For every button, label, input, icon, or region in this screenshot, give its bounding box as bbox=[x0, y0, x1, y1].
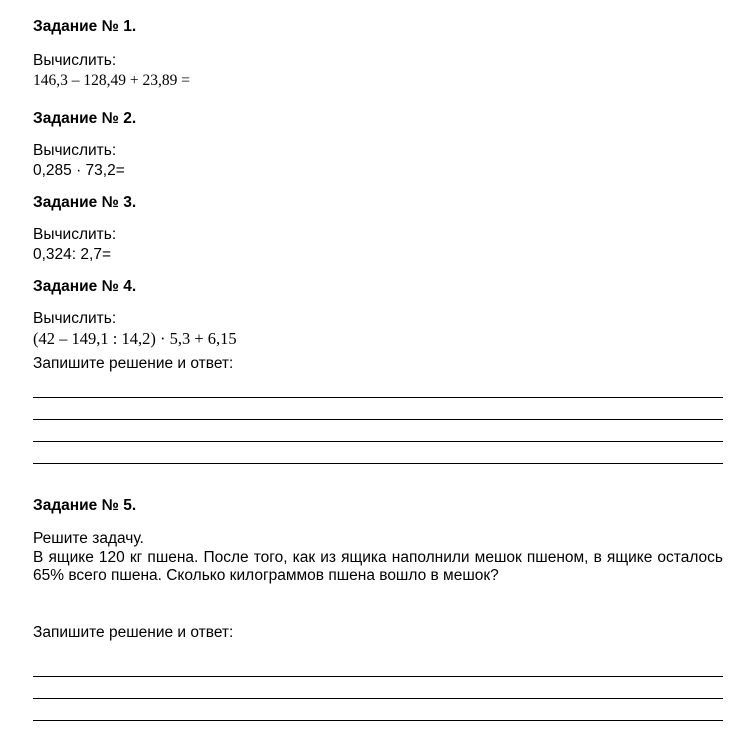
task-4-answer-prompt: Запишите решение и ответ: bbox=[33, 355, 234, 372]
task-4-instruction: Вычислить: bbox=[33, 310, 117, 327]
task-4-answer-line bbox=[33, 463, 723, 464]
task-5-instruction: Решите задачу. bbox=[33, 530, 144, 547]
task-1-title: Задание № 1. bbox=[33, 18, 137, 35]
task-5-answer-prompt: Запишите решение и ответ: bbox=[33, 624, 234, 641]
task-2-title: Задание № 2. bbox=[33, 110, 137, 127]
task-4-answer-line bbox=[33, 441, 723, 442]
task-4-answer-line bbox=[33, 397, 723, 398]
task-5-title: Задание № 5. bbox=[33, 497, 137, 514]
task-3-title: Задание № 3. bbox=[33, 194, 137, 211]
task-3-expression: 0,324: 2,7= bbox=[33, 246, 111, 263]
task-4-answer-line bbox=[33, 419, 723, 420]
task-5-answer-line bbox=[33, 676, 723, 677]
task-4-title: Задание № 4. bbox=[33, 278, 137, 295]
task-2-instruction: Вычислить: bbox=[33, 142, 117, 159]
task-2-expression: 0,285 · 73,2= bbox=[33, 162, 125, 179]
task-5-answer-line bbox=[33, 698, 723, 699]
task-5-answer-line bbox=[33, 720, 723, 721]
task-3-instruction: Вычислить: bbox=[33, 226, 117, 243]
task-1-instruction: Вычислить: bbox=[33, 52, 117, 69]
task-5-problem-text: В ящике 120 кг пшена. После того, как из ящика наполнили мешок пшеном, в ящике осталось 65% всего пшена. Сколько килограммов пшена вошло в мешок? bbox=[33, 549, 723, 584]
task-4-expression: (42 – 149,1 : 14,2) · 5,3 + 6,15 bbox=[33, 329, 237, 348]
task-1-expression: 146,3 – 128,49 + 23,89 = bbox=[33, 72, 190, 89]
